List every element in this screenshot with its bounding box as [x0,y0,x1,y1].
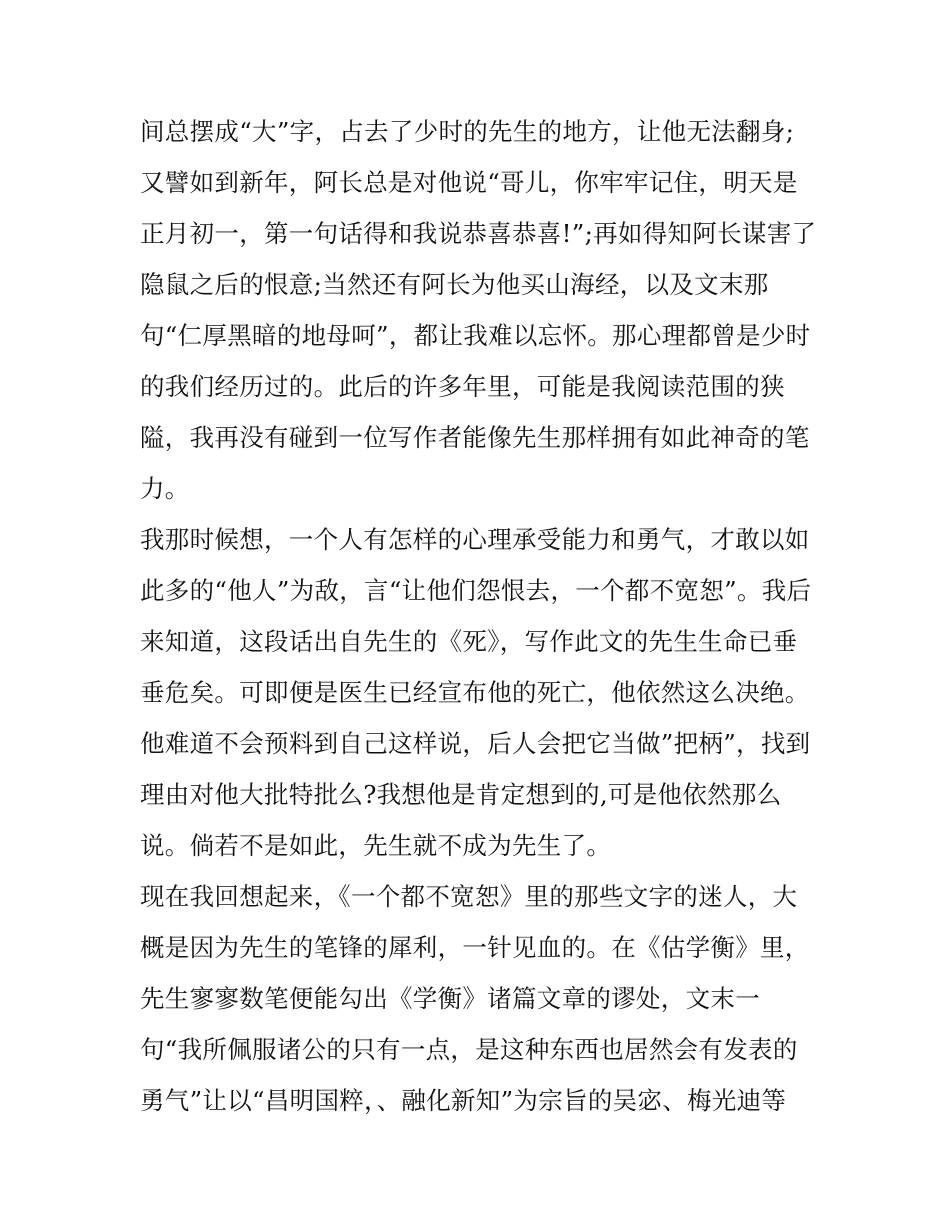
text-line: 隘，我再没有碰到一位写作者能像先生那样拥有如此神奇的笔 [140,423,810,452]
text-line: 来知道，这段话出自先生的《死》，写作此文的先生生命已垂 [140,627,798,656]
text-line: 垂危矣。可即便是医生已经宣布他的死亡，他依然这么决绝。 [140,678,810,707]
document-body [140,106,840,1126]
text-line: 力。 [140,474,190,503]
text-line: 句“仁厚黑暗的地母呵”，都让我难以忘怀。那心理都曾是少时 [140,321,811,350]
text-line: 他难道不会预料到自己这样说，后人会把它当做”把柄”，找到 [140,729,811,758]
text-line: 现在我回想起来，《一个都不宽恕》里的那些文字的迷人，大 [140,882,798,911]
text-line: 间总摆成“大”字，占去了少时的先生的地方，让他无法翻身; [140,117,795,146]
text-line: 正月初一，第一句话得和我说恭喜恭喜!”;再如得知阿长谋害了 [140,219,817,248]
text-line: 隐鼠之后的恨意;当然还有阿长为他买山海经，以及文末那 [140,270,769,299]
text-line: 理由对他大批特批么?我想他是肯定想到的,可是他依然那么 [140,780,782,809]
text-line: 又譬如到新年，阿长总是对他说“哥儿，你牢牢记住，明天是 [140,168,798,197]
text-line: 勇气”让以“昌明国粹，、融化新知”为宗旨的吴宓、梅光迪等 [140,1086,787,1115]
text-line: 此多的“他人”为敌，言“让他们怨恨去，一个都不宽恕”。我后 [140,576,812,605]
text-line: 的我们经历过的。此后的许多年里，可能是我阅读范围的狭 [140,372,785,401]
text-line: 句“我所佩服诸公的只有一点，是这种东西也居然会有发表的 [140,1035,798,1064]
text-line: 我那时候想，一个人有怎样的心理承受能力和勇气，才敢以如 [140,525,810,554]
text-line: 概是因为先生的笔锋的犀利，一针见血的。在《估学衡》里， [140,933,810,962]
text-line: 说。倘若不是如此，先生就不成为先生了。 [140,831,612,860]
text-line: 先生寥寥数笔便能勾出《学衡》诸篇文章的谬处，文末一 [140,984,760,1013]
